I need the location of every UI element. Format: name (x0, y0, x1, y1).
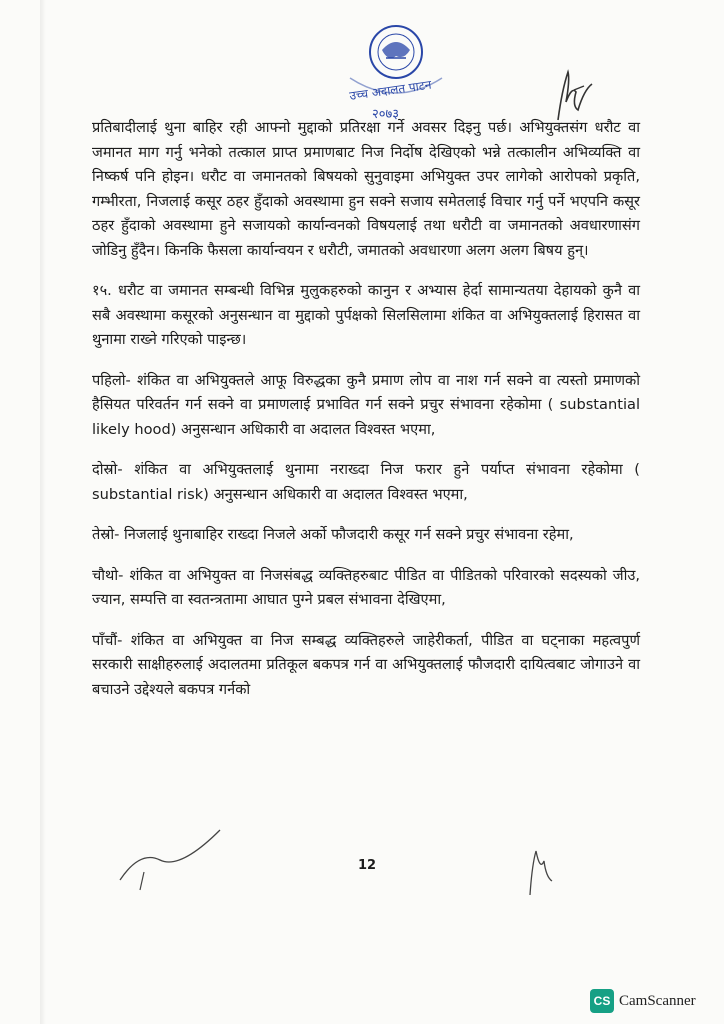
handwritten-mark-bottom-right (510, 835, 570, 905)
paragraph-text: शंकित वा अभियुक्तलाई थुनामा नराख्दा निज फरार हुने पर्याप्त संभावना रहेकोमा ( substantial risk) अनुसन्धान अधिकारी वा अदालत विश्वस्त भएमा, (92, 461, 640, 503)
page-number: 12 (357, 858, 377, 873)
camscanner-watermark (590, 988, 696, 1014)
paragraph-fourth (92, 564, 640, 613)
paragraph-text: धरौट वा जमानत सम्बन्धी विभिन्न मुलुकहरुको कानुन र अभ्यास हेर्दा सामान्यतया देहायको कुनै वा सबै अवस्थामा कसूरको अनुसन्धान वा मुद्दाको पुर्पक्षको सिलसिलामा शंकित वा अभियुक्तलाई हिरासत वा थुनामा राख्ने गरिएको पाइन्छ। (92, 282, 641, 348)
court-seal-stamp (336, 14, 456, 124)
svg-text:उच्च अदालत पाटन: उच्च अदालत पाटन (348, 77, 433, 103)
paragraph-text: प्रतिबादीलाई थुना बाहिर रही आफ्नो मुद्दाको प्रतिरक्षा गर्ने अवसर दिइनु पर्छ। अभियुक्तसंग धरौट वा जमानत माग गर्नु भनेको तत्काल प्राप्त प्रमाणबाट निज निर्दोष देखिएको भन्ने तत्कालीन अभिव्यक्ति वा निष्कर्ष पनि होइन। धरौट वा जमानतको बिषयको सुनुवाइमा अभियुक्त उपर लागेको आरोपको प्रकृति, गम्भीरता, निजलाई कसूर ठहर हुँदाको अवस्थामा हुन सक्ने सजाय समेतलाई विचार गर्नु पर्ने भएपनि कसूर ठहर हुँदाको अवस्थामा हुने सजायको कार्यान्वनको विषयलाई तथा धरौटी वा जमानतको अवधारणासंग जोडिनु हुँदैन। किनकि फैसला कार्यान्वयन र धरौटी, जमातको अवधारणा अलग अलग बिषय हुन्। (92, 119, 640, 259)
paragraph-intro (92, 116, 640, 263)
paragraph-text: शंकित वा अभियुक्त वा निज सम्बद्ध व्यक्तिहरुले जाहेरीकर्ता, पीडित वा घट्नाका महत्वपुर्ण सरकारी साक्षीहरुलाई अदालतमा प्रतिकूल बकपत्र गर्न वा अभियुक्तलाई फौजदारी दायित्वबाट जोगाउने वा बचाउने उद्देश्यले बकपत्र गर्नको (92, 631, 640, 698)
scan-edge-shadow (40, 0, 46, 1024)
camscanner-name: CamScanner (619, 992, 696, 1009)
paragraph-text: शंकित वा अभियुक्तले आफू विरुद्धका कुनै प्रमाण लोप वा नाश गर्न सक्ने वा त्यस्तो प्रमाणको हैसियत परिवर्तन गर्न सक्ने वा प्रमाणलाई प्रभावित गर्न सक्ने प्रचुर संभावना रहेकोमा ( substantial likely hood) अनुसन्धान अधिकारी वा अदालत विश्वस्त भएमा, (92, 371, 640, 438)
clause-label: तेस्रो- (92, 526, 120, 543)
paragraph-number: १५. (92, 282, 112, 299)
paragraph-text: शंकित वा अभियुक्त वा निजसंबद्ध व्यक्तिहरुबाट पीडित वा पीडितको परिवारको सदस्यको जीउ, ज्यान, सम्पत्ति वा स्वतन्त्रतामा आघात पुग्ने प्रबल संभावना देखिएमा, (92, 566, 640, 608)
camscanner-logo-icon: CS (590, 989, 614, 1013)
paragraph-text: निजलाई थुनाबाहिर राख्दा निजले अर्को फौजदारी कसूर गर्न सक्ने प्रचुर संभावना रहेमा, (124, 526, 574, 543)
clause-label: पाँचौं- (92, 631, 123, 649)
clause-label: पहिलो- (92, 371, 131, 389)
paragraph-first (92, 369, 640, 443)
paragraph-fifth (92, 629, 640, 703)
paragraph-third (92, 523, 640, 548)
paragraph-15 (92, 279, 640, 353)
clause-label: चौथो- (92, 566, 124, 584)
clause-label: दोस्रो- (92, 461, 123, 478)
svg-text:२०७३: २०७३ (372, 107, 400, 122)
paragraph-second (92, 458, 640, 507)
document-body (92, 116, 640, 718)
handwritten-mark-bottom-left (110, 820, 230, 900)
